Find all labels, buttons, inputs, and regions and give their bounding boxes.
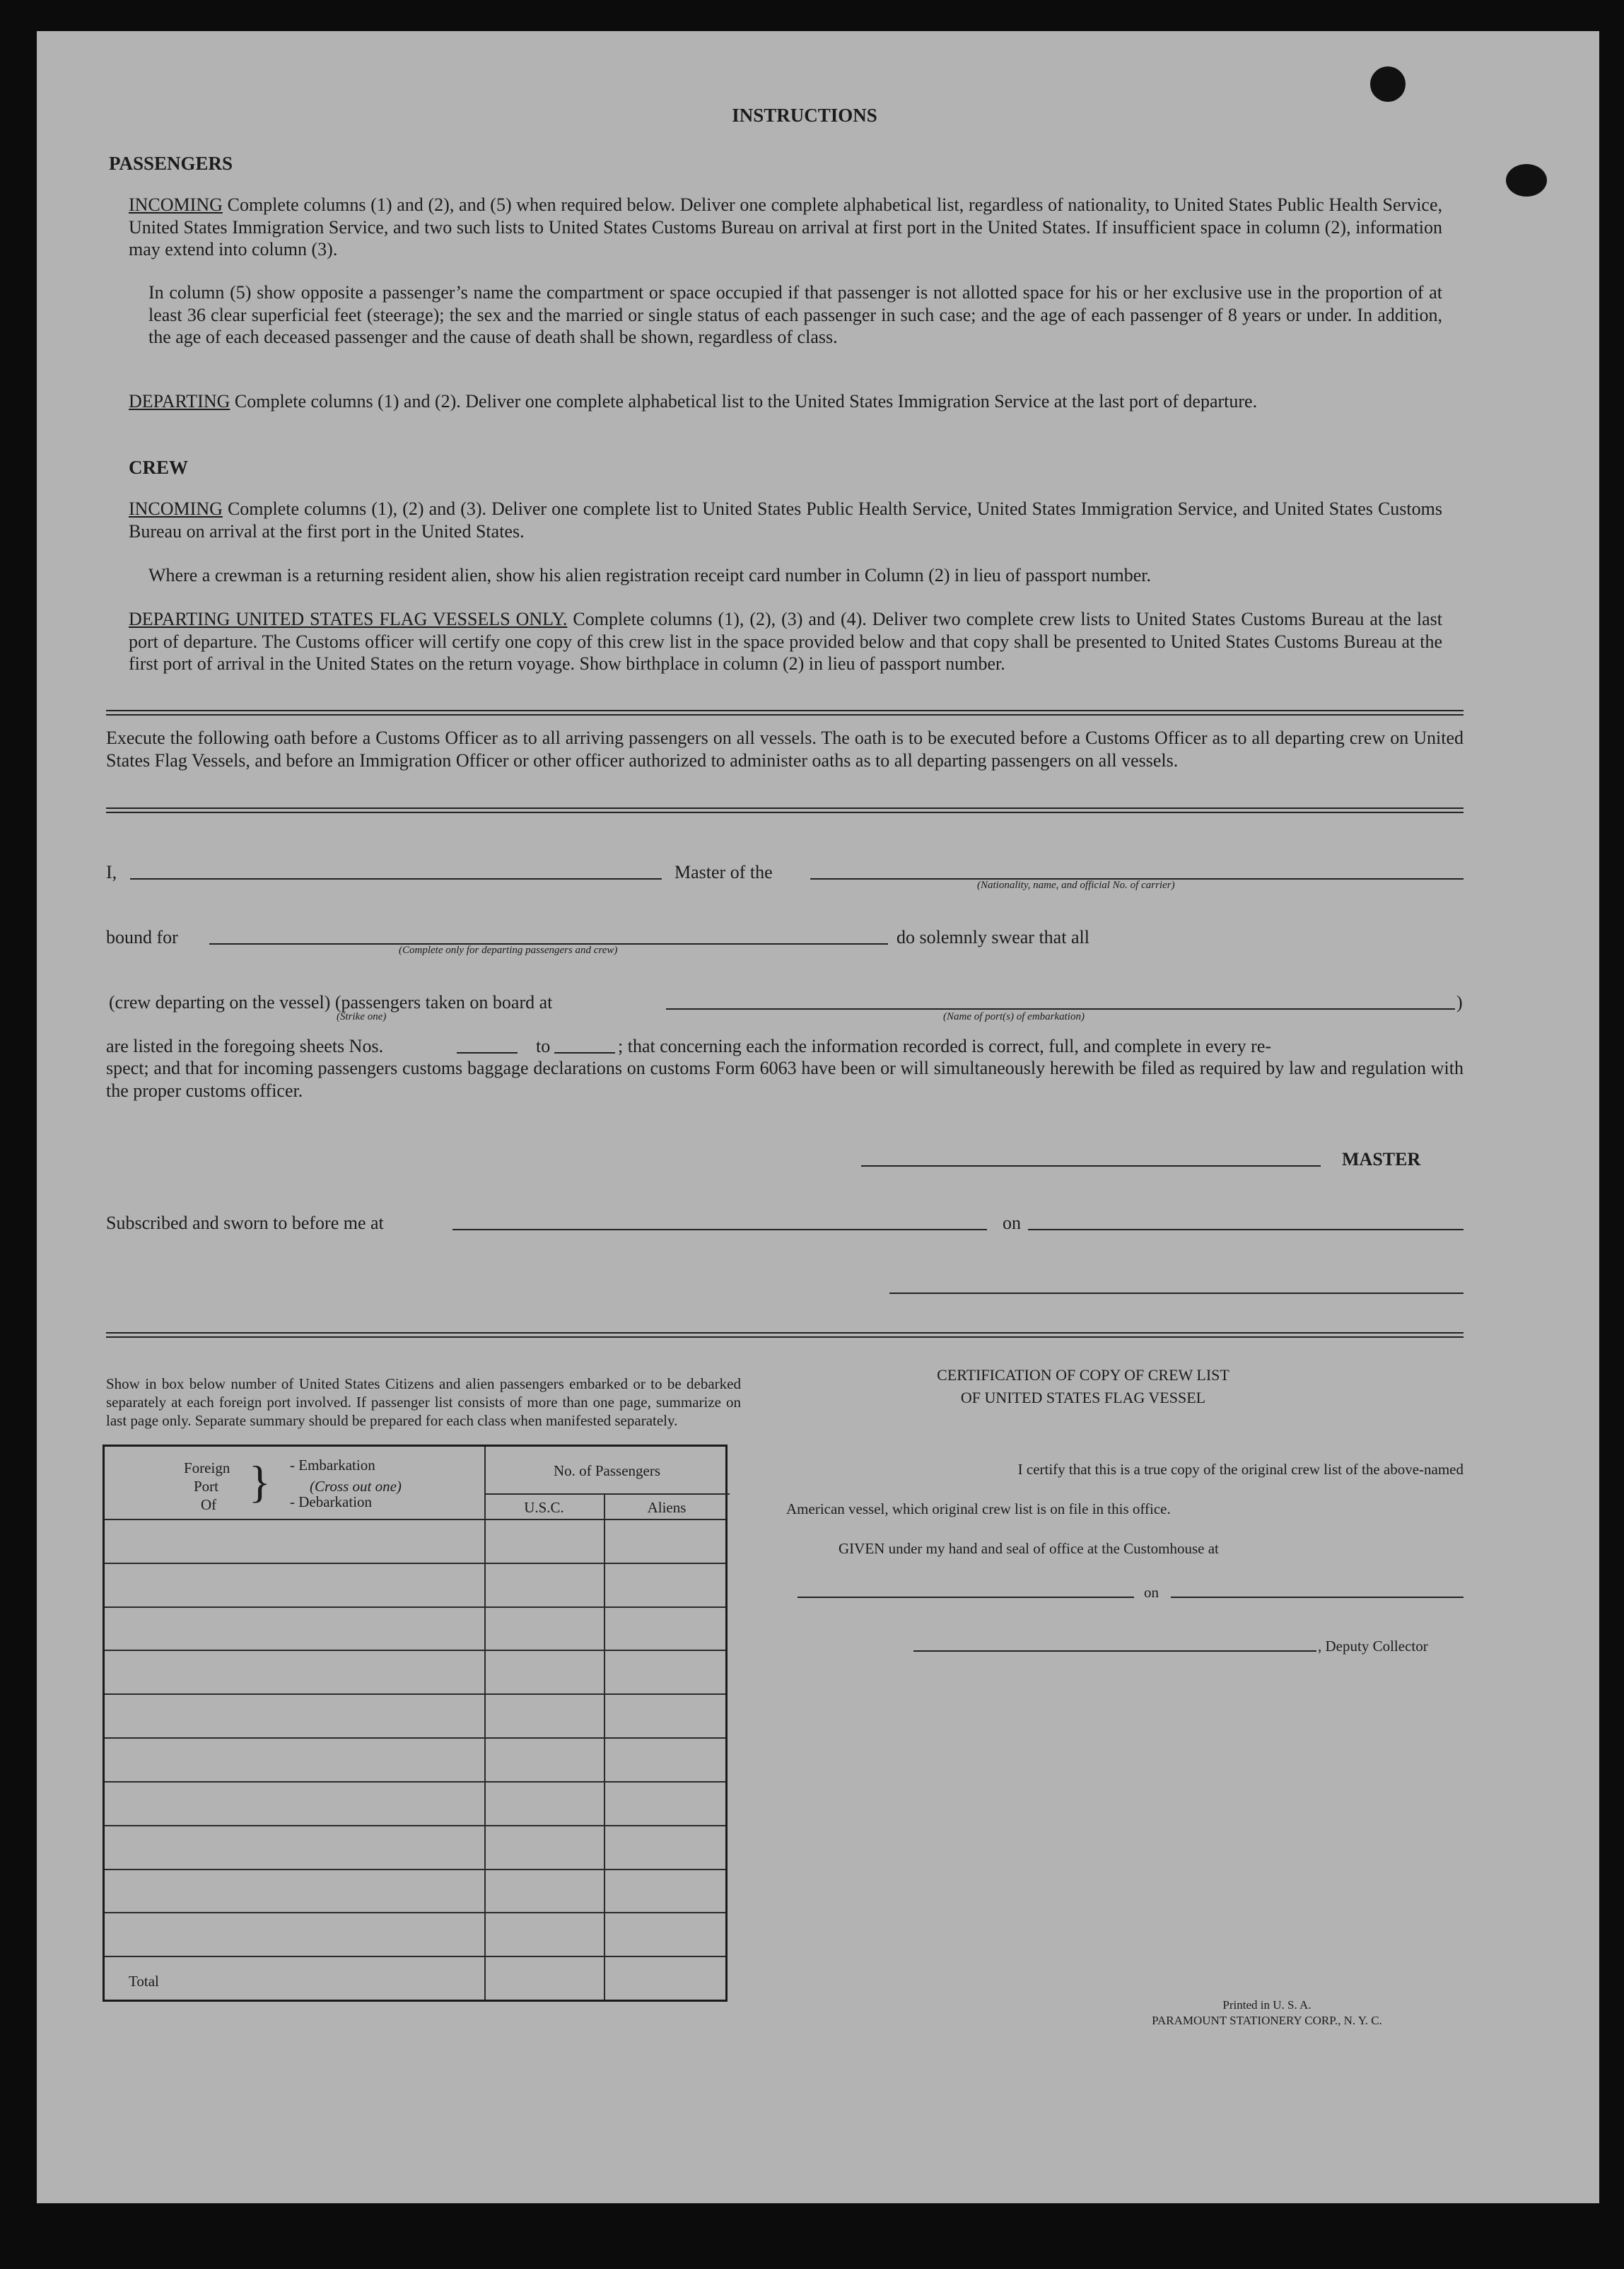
- crew-departing-text: Complete columns (1), (2), (3) and (4). Deliver two complete crew lists to United States Customs Bureau at the last port of departure. The Customs officer will certify one copy of this crew list in the space provided below and that copy shall be presented to United States Customs Bureau at the first port of arrival in the United States on the return voyage. Show birthplace in column (2) in lieu of passport number.: [129, 609, 1442, 674]
- cert-date-field[interactable]: [1171, 1597, 1464, 1598]
- sheet-from-field[interactable]: [457, 1052, 518, 1054]
- close-paren: ): [1456, 992, 1463, 1013]
- section-divider: [106, 807, 1464, 813]
- table-row-divider: [105, 1650, 725, 1651]
- passengers-column5-paragraph: In column (5) show opposite a passenger’s name the compartment or space occupied if that passenger is not allotted space for his or her exclusive use in the proportion of at least 36 clear superficial feet (steerage); the sex and the married or single status of each passenger in such case; and the age of each passenger of 8 years or under. In addition, the age of each deceased passenger and the cause of death shall be shown, regardless of class.: [148, 282, 1442, 347]
- foreign-label: Foreign: [184, 1459, 230, 1476]
- no-of-passengers-header: No. of Passengers: [553, 1462, 661, 1479]
- master-of-the-label: Master of the: [674, 862, 773, 882]
- crew-resident-paragraph: Where a crewman is a returning resident alien, show his alien registration receipt card number in Column (2) in lieu of passport number.: [148, 565, 1152, 585]
- passengers-incoming-label: INCOMING: [129, 194, 223, 215]
- total-label: Total: [129, 1973, 159, 1990]
- oath-i-label: I,: [106, 862, 117, 882]
- officer-signature-field[interactable]: [889, 1293, 1464, 1294]
- table-row-divider: [105, 1693, 725, 1695]
- embarkation-port-field[interactable]: [666, 1008, 1455, 1010]
- passengers-departing-paragraph: [129, 390, 1442, 413]
- usc-header: U.S.C.: [524, 1499, 564, 1516]
- passengers-heading: PASSENGERS: [109, 153, 233, 174]
- passengers-incoming-paragraph: [129, 194, 1442, 261]
- subscribed-at-field[interactable]: [452, 1229, 987, 1230]
- crew-departing-paragraph: [129, 608, 1442, 675]
- given-line: GIVEN under my hand and seal of office at the Customhouse at: [839, 1540, 1219, 1557]
- sheet-to-field[interactable]: [554, 1052, 615, 1054]
- debarkation-label: - Debarkation: [290, 1493, 373, 1510]
- aliens-header: Aliens: [647, 1499, 687, 1516]
- subscribed-on-field[interactable]: [1028, 1229, 1464, 1230]
- to-label: to: [536, 1036, 551, 1056]
- swear-label: do solemnly swear that all: [896, 927, 1090, 947]
- certification-title-1: CERTIFICATION OF COPY OF CREW LIST: [937, 1366, 1229, 1384]
- passengers-departing-text: Complete columns (1) and (2). Deliver one complete alphabetical list to the United States Immigration Service at the last port of departure.: [234, 391, 1258, 412]
- document-sheet: [37, 31, 1599, 2203]
- master-label: MASTER: [1342, 1149, 1421, 1170]
- bound-for-note: (Complete only for departing passengers and crew): [399, 945, 618, 956]
- certify-line-1: I certify that this is a true copy of the original crew list of the above-named: [1017, 1461, 1464, 1478]
- listed-start-label: are listed in the foregoing sheets Nos.: [106, 1036, 384, 1056]
- certification-title-2: OF UNITED STATES FLAG VESSEL: [960, 1389, 1206, 1406]
- deputy-collector-label: , Deputy Collector: [1318, 1638, 1428, 1655]
- section-divider: [106, 1332, 1464, 1338]
- port-label: Port: [194, 1478, 219, 1495]
- summary-instructions: Show in box below number of United States Citizens and alien passengers embarked or to be debarked separately at each foreign port involved. If passenger list consists of more than one page, summarize on last page only. Separate summary should be prepared for each class when manifested separately.: [106, 1375, 741, 1429]
- master-name-field[interactable]: [130, 878, 662, 880]
- table-row-divider: [105, 1606, 725, 1608]
- printed-in-label: Printed in U. S. A.: [1222, 1998, 1312, 2012]
- crew-incoming-label: INCOMING: [129, 498, 223, 519]
- carrier-note: (Nationality, name, and official No. of carrier): [977, 880, 1175, 891]
- table-row-divider: [105, 1869, 725, 1870]
- master-signature-field[interactable]: [861, 1165, 1321, 1167]
- table-row-divider: [105, 1912, 725, 1913]
- oath-intro-paragraph: Execute the following oath before a Customs Officer as to all arriving passengers on all vessels. The oath is to be executed before a Customs Officer as to all departing crew on United States Flag Vessels, and before an Immigration Officer or other officer authorized to administer oaths as to all departing passengers on all vessels.: [106, 728, 1464, 771]
- customhouse-field[interactable]: [798, 1597, 1134, 1598]
- bound-for-label: bound for: [106, 927, 178, 947]
- deputy-signature-field[interactable]: [913, 1650, 1316, 1652]
- printer-name-label: PARAMOUNT STATIONERY CORP., N. Y. C.: [1152, 2014, 1382, 2027]
- of-label: Of: [201, 1496, 217, 1513]
- listed-rest-paragraph: spect; and that for incoming passengers customs baggage declarations on customs Form 6063 have been or will simultaneously herewith be filed as required by law and regulation with the proper customs officer.: [106, 1058, 1464, 1101]
- crew-heading: CREW: [129, 457, 189, 478]
- crew-incoming-text: Complete columns (1), (2) and (3). Deliver one complete list to United States Public Health Service, United States Immigration Service, and United States Customs Bureau on arrival at the first port in the United States.: [129, 498, 1442, 542]
- certify-line-2: American vessel, which original crew list is on file in this office.: [786, 1500, 1171, 1517]
- page-title: INSTRUCTIONS: [732, 105, 877, 126]
- table-row-divider: [105, 1781, 725, 1783]
- crew-departing-label: DEPARTING UNITED STATES FLAG VESSELS ONLY.: [129, 609, 568, 629]
- listed-line1-end: ; that concerning each the information recorded is correct, full, and complete in every re-: [618, 1036, 1272, 1056]
- passengers-departing-label: DEPARTING: [129, 391, 230, 412]
- cross-out-note: (Cross out one): [310, 1478, 402, 1495]
- table-row-divider: [105, 1737, 725, 1739]
- port-note: (Name of port(s) of embarkation): [943, 1011, 1085, 1022]
- section-divider: [106, 710, 1464, 716]
- strike-one-note: (Strike one): [337, 1011, 387, 1022]
- subscribed-label: Subscribed and sworn to before me at: [106, 1213, 384, 1233]
- subscribed-on-label: on: [1003, 1213, 1021, 1233]
- cert-on-label: on: [1144, 1584, 1159, 1601]
- table-row-divider: [105, 1825, 725, 1826]
- passenger-summary-table: [103, 1445, 728, 2002]
- table-row-divider: [105, 1956, 725, 1957]
- ink-blot: [1506, 164, 1547, 197]
- crew-incoming-paragraph: [129, 498, 1442, 542]
- embarkation-label: - Embarkation: [290, 1457, 375, 1474]
- passengers-incoming-text: Complete columns (1) and (2), and (5) when required below. Deliver one complete alphabetical list, regardless of nationality, to United States Public Health Service, United States Immigration Service, and two such lists to United States Customs Bureau on arrival at first port in the United States. If insufficient space in column (2), information may extend into column (3).: [129, 194, 1443, 259]
- brace-glyph: }: [249, 1457, 271, 1507]
- crew-or-passengers-label: (crew departing on the vessel) (passengers taken on board at: [109, 992, 553, 1013]
- table-row-divider: [105, 1563, 725, 1564]
- ink-blot: [1370, 66, 1406, 102]
